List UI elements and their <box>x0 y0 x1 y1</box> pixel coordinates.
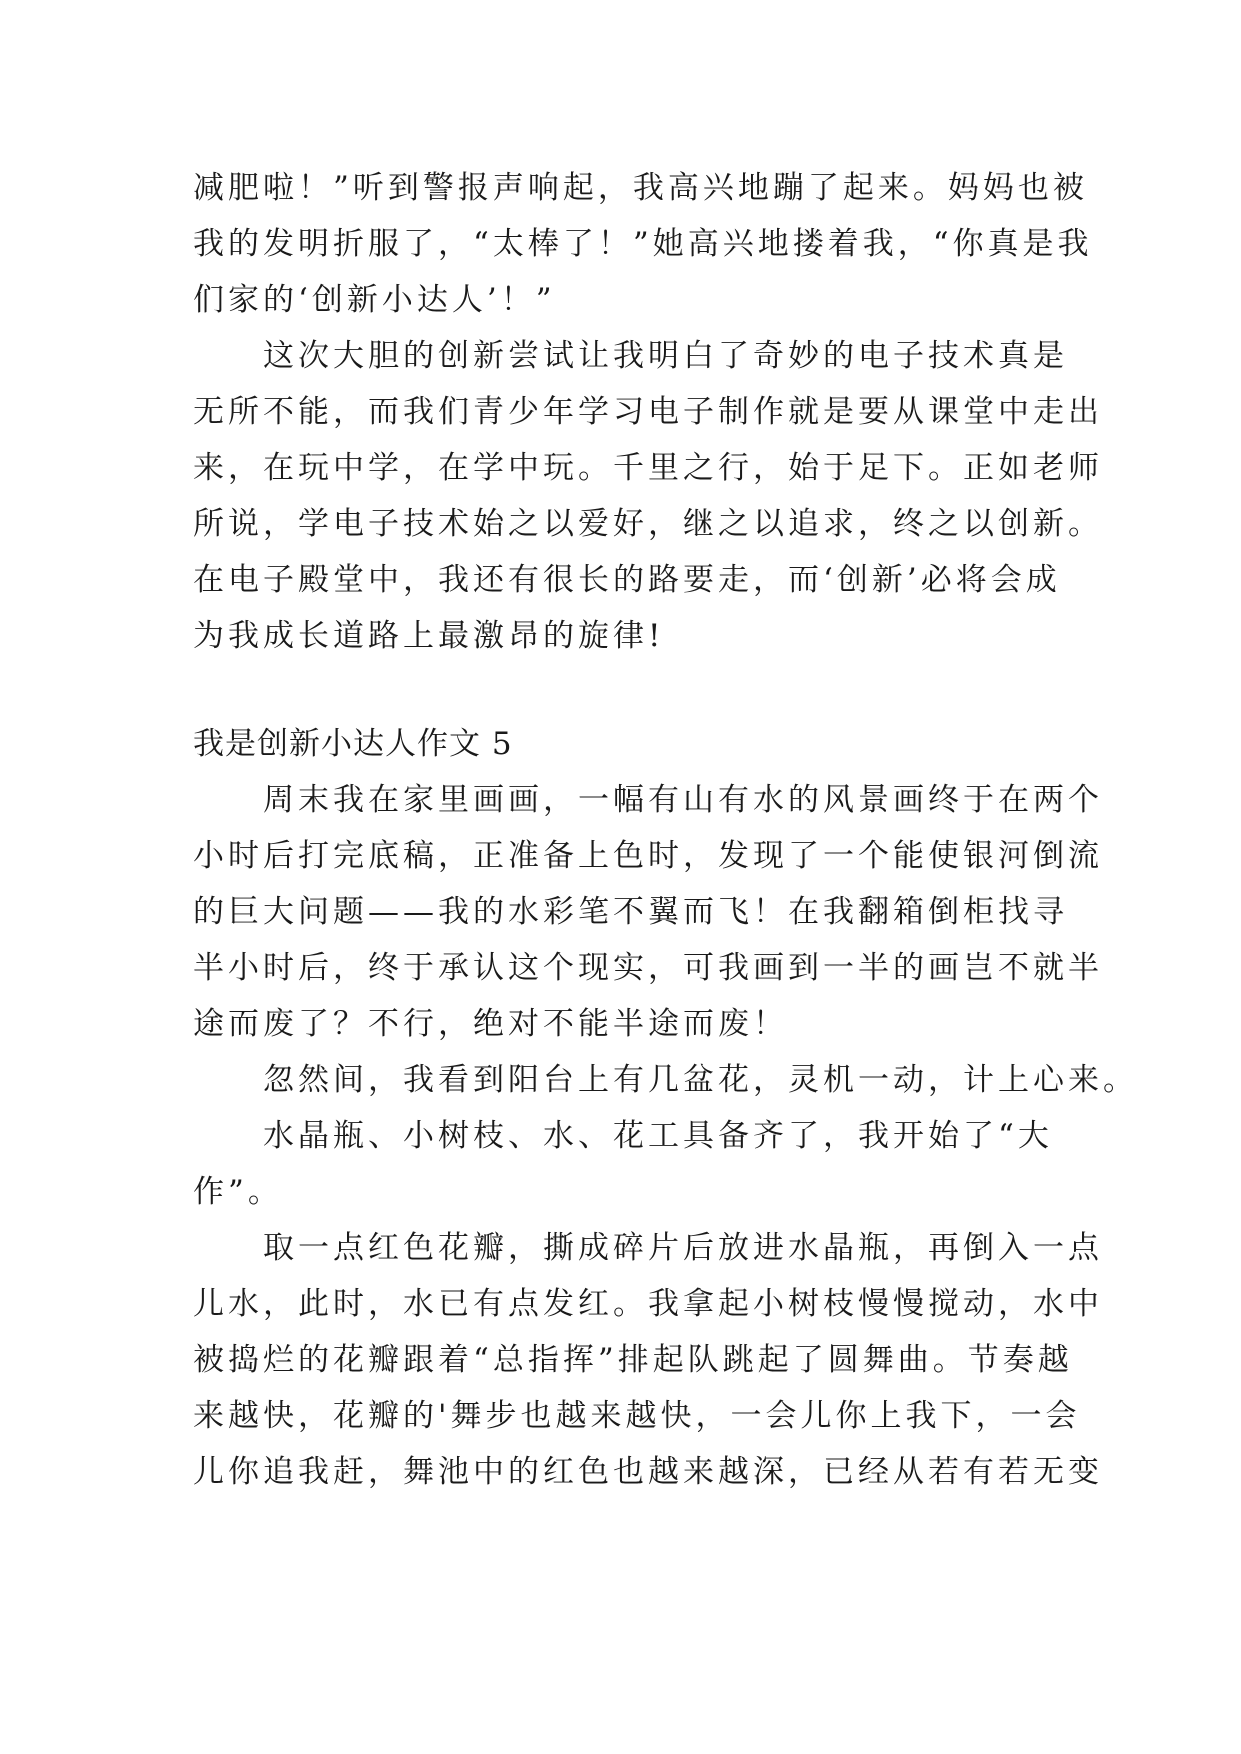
section-gap <box>193 664 1073 716</box>
text-line: 被捣烂的花瓣跟着“总指挥”排起队跳起了圆舞曲。节奏越 <box>193 1342 1073 1378</box>
paragraph-tools <box>193 1108 1073 1220</box>
section-heading: 我是创新小达人作文 5 <box>193 726 513 762</box>
text-line: 小时后打完底稿，正准备上色时，发现了一个能使银河倒流 <box>193 838 1103 874</box>
text-line: 途而废了？不行，绝对不能半途而废！ <box>193 1006 788 1042</box>
text-line: 这次大胆的创新尝试让我明白了奇妙的电子技术真是 <box>263 338 1068 374</box>
paragraph-continuation <box>193 160 1093 328</box>
text-line: 儿水，此时，水已有点发红。我拿起小树枝慢慢搅动，水中 <box>193 1286 1103 1322</box>
document-body <box>193 160 1138 1500</box>
text-line: 周末我在家里画画，一幅有山有水的风景画终于在两个 <box>263 782 1103 818</box>
text-line: 为我成长道路上最激昂的旋律! <box>193 618 665 654</box>
text-line: 无所不能，而我们青少年学习电子制作就是要从课堂中走出 <box>193 394 1103 430</box>
paragraph-conclusion <box>193 328 1103 664</box>
text-line: 作”。 <box>193 1174 283 1210</box>
text-line: 所说，学电子技术始之以爱好，继之以追求，终之以创新。 <box>193 506 1103 542</box>
text-line: 半小时后，终于承认这个现实，可我画到一半的画岂不就半 <box>193 950 1103 986</box>
paragraph-intro <box>193 772 1103 1052</box>
text-line: 我的发明折服了，“太棒了！”她高兴地搂着我，“你真是我 <box>193 226 1093 262</box>
text-line: 水晶瓶、小树枝、水、花工具备齐了，我开始了“大 <box>263 1118 1053 1154</box>
text-line: 减肥啦！”听到警报声响起，我高兴地蹦了起来。妈妈也被 <box>193 170 1088 206</box>
text-line: 们家的‘创新小达人’！” <box>193 282 556 318</box>
text-line: 忽然间，我看到阳台上有几盆花，灵机一动，计上心来。 <box>263 1062 1138 1098</box>
text-line: 来，在玩中学，在学中玩。千里之行，始于足下。正如老师 <box>193 450 1103 486</box>
paragraph-process <box>193 1220 1103 1500</box>
paragraph-idea <box>193 1052 1138 1108</box>
text-line: 取一点红色花瓣，撕成碎片后放进水晶瓶，再倒入一点 <box>263 1230 1103 1266</box>
text-line: 儿你追我赶，舞池中的红色也越来越深，已经从若有若无变 <box>193 1454 1103 1490</box>
text-line: 在电子殿堂中，我还有很长的路要走，而‘创新’必将会成 <box>193 562 1061 598</box>
text-line: 来越快，花瓣的'舞步也越来越快，一会儿你上我下，一会 <box>193 1398 1081 1434</box>
text-line: 的巨大问题——我的水彩笔不翼而飞！在我翻箱倒柜找寻 <box>193 894 1068 930</box>
